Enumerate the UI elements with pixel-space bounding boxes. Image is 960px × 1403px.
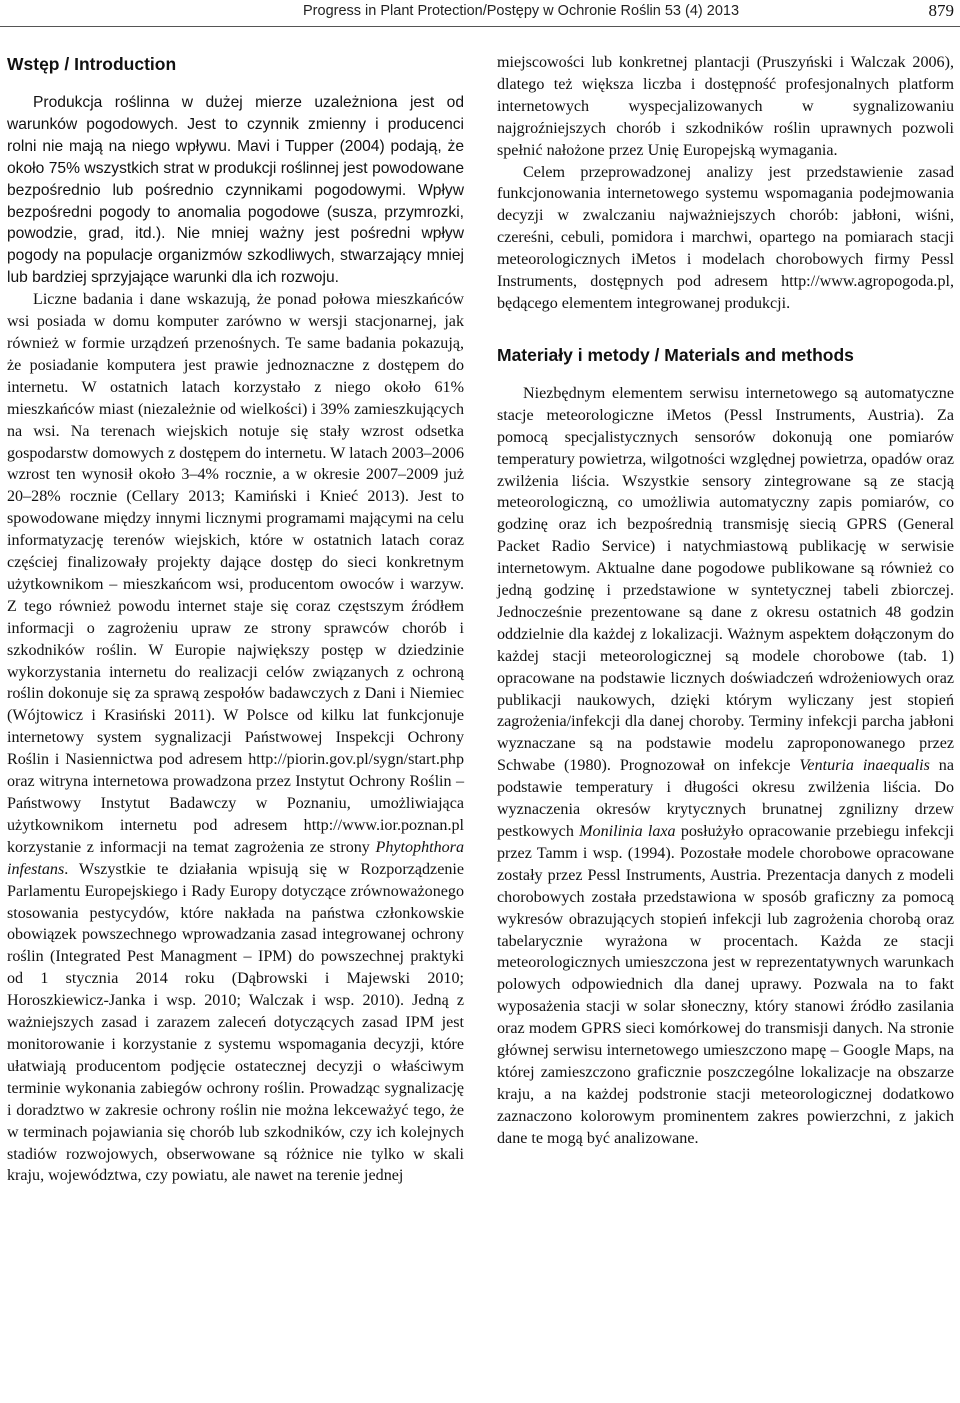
paragraph-methods bbox=[497, 383, 954, 1150]
species-name: Monilinia laxa bbox=[579, 823, 676, 840]
section-heading-introduction: Wstęp / Introduction bbox=[7, 54, 177, 74]
section-heading-methods: Materiały i metody / Materials and methods bbox=[497, 344, 854, 365]
paragraph-text: na podstawie temperatury i długości okresu zwilżenia liścia. Do wyznaczenia okresów krytycznych brunatnej zgnilizny drzew pestkowych bbox=[497, 757, 954, 840]
page-number: 879 bbox=[928, 1, 954, 20]
paragraph-text: posłużyło opracowanie przebiegu infekcji przez Tamm i wsp. (1994). Pozostałe modele chorobowe opracowane zostały przez Pessl Instruments, Austria. Prezentacja danych z modeli chorobowych została przedstawiona w sposób graficzny za pomocą wykresów obrazujących stopień infekcji lub zagrożenia chorobą oraz tabelarycznie wyrażona w procentach. Każda ze stacji meteorologicznych umieszczona jest w reprezentatywnych warunkach polowych odpowiednich dla danej uprawy. Pozwala na to fakt wyposażenia stacji w solar słoneczny, który stanowi źródło zasilania oraz modem GPRS sieci komórkowej do transmisji danych. Na stronie głównej serwisu internetowego umieszczono mapę – Google Maps, na której zamieszczono graficznie poszczególne lokalizacje na obszarze kraju, a na każdej podstronie stacji meteorologicznej dodatkowo zaznaczono kolorowym prominentem zakres powierzchni, z jakich dane te mogą być analizowane. bbox=[497, 823, 954, 1147]
paragraph-intro-1: Produkcja roślinna w dużej mierze uzależniona jest od warunków pogodowych. Jest to czynnik zmienny i producenci rolni nie mają na niego wpływu. Mavi i Tupper (2004) podają, że około 75% wszystkich strat w produkcji roślinnej jest powodowane bezpośrednio lub pośrednio czynnikami pogodowymi. Wpływ bezpośredni pogody to anomalia pogodowe (susza, przymrozki, powodzie, grad, itd.). Nie mniej ważny jest pośredni wpływ pogody na populacje organizmów szkodliwych, stwarzający mniej lub bardziej sprzyjające warunki dla ich rozwoju. bbox=[7, 94, 464, 287]
page-header bbox=[0, 0, 960, 26]
paragraph-text: . Wszystkie te działania wpisują się w Rozporządzenie Parlamentu Europejskiego i Rady Europy dotyczące zrównoważonego stosowania pestycydów, które nakłada na państwa członkowskie obowiązek powszechnego wprowadzania zasad integrowanej ochrony roślin (Integrated Pest Managment – IPM) do powszechnej praktyki od 1 stycznia 2014 roku (Dąbrowski i Majewski 2010; Horoszkiewicz-Janka i wsp. 2010; Walczak i wsp. 2010). Jedną z ważniejszych zasad i zarazem zaleceń dotyczących zasad IPM jest monitorowanie i korzystanie z systemu wspomagania decyzji, które ułatwiają producentom podjęcie ostatecznej decyzji o właściwym terminie wykonania zabiegów ochrony roślin. Prowadząc sygnalizację i doradztwo w zakresie ochrony roślin nie można lekceważyć tego, że w terminach pojawiania się chorób lub szkodników, czy ich kolejnych stadiów rozwojowych, obserwowane są różnice nie tylko w skali kraju, województwa, czy powiatu, ale nawet na terenie jednej bbox=[7, 860, 464, 1185]
journal-title: Progress in Plant Protection/Postępy w Ochronie Roślin 53 (4) 2013 bbox=[303, 3, 740, 19]
species-name: Phytophthora infestans bbox=[7, 838, 464, 878]
species-name: Venturia inaequalis bbox=[799, 757, 930, 775]
paragraph-text: Niezbędnym elementem serwisu internetowego są automatyczne stacje meteorologiczne iMetos (Pessl Instruments, Austria). Za pomocą specjalistycznych sensorów dokonują one pomiarów temperatury powietrza, wilgotności względnej powietrza, opadów oraz zwilżenia liścia. Wszystkie sensory zintegrowane są ze stacją meteorologiczną, co umożliwia automatyczny zapis pomiarów, co godzinę oraz ich bezpośrednią transmisję siecią GPRS (General Packet Radio Service) i natychmiastową publikację w serwisie internetowym. Aktualne dane pogodowe publikowane są również co jedną godzinę i przedstawione w syntetycznej tabeli zbiorczej. Jednocześnie prezentowane są dane z okresu ostatnich 48 godzin oddzielnie dla każdej z lokalizacji. Ważnym aspektem dołączonym do każdej stacji meteorologicznej są modele chorobowe (tab. 1) opracowane na podstawie licznych doświadczeń wdrożeniowych oraz publikacji naukowych, dzięki którym wyliczany jest stopień zagrożenia/infekcji dla danej choroby. Terminy infekcji parcha jabłoni wyznaczane są na podstawie modelu zaproponowanego przez Schwabe (1980). Prognozował on infekcje bbox=[497, 384, 954, 775]
paragraph-text: Liczne badania i dane wskazują, że ponad połowa mieszkańców wsi posiada w domu komputer zarówno w wersji stacjonarnej, jak również w formie urządzeń przenośnych. Te same badania pokazują, że posiadanie komputera jest prawie jednoznaczne z dostępem do internetu. W ostatnich latach korzystało z niego około 61% mieszkańców miast (niezależnie od wielkości) i 39% zamieszkujących na wsi. Na terenach wiejskich notuje się stały wzrost odsetka gospodarstw domowych z dostępem do internetu. W latach 2003–2006 wzrost ten wynosił około 3–4% rocznie, a w okresie 2007–2009 już 20–28% rocznie (Cellary 2013; Kamiński i Knieć 2013). Jest to spowodowane między innymi licznymi programami mającymi na celu informatyzację terenów wiejskich, które w ostatnich latach coraz częściej finalizowały projekty dające dostęp do sieci konkretnym użytkownikom – mieszkańcom wsi, producentom owoców i warzyw. Z tego również powodu internet staje się coraz częstszym źródłem informacji o zagrożeniu upraw ze strony sprawców chorób i szkodników roślin. W Europie największy postęp w dziedzinie wykorzystania internetu do realizacji celów związanych z ochroną roślin dokonuje się za sprawą zespołów badawczych z Dani i Niemiec (Wójtowicz i Krasiński 2011). W Polsce od kilku lat funkcjonuje internetowy system sygnalizacji Państwowej Inspekcji Ochrony Roślin i Nasiennictwa pod adresem http://piorin.gov.pl/sygn/start.php oraz witryna internetowa prowadzona przez Instytut Ochrony Roślin – Państwowy Instytut Badawczy w Poznaniu, umożliwiająca użytkownikom internetu pod adresem http://www.ior.poznan.pl korzystanie z informacji na temat zagrożenia ze strony bbox=[7, 291, 464, 856]
left-column bbox=[7, 52, 464, 1187]
paragraph-aim: Celem przeprowadzonej analizy jest przedstawienie zasad funkcjonowania internetowego systemu wspomagania podejmowania decyzji w zwalczaniu najważniejszych chorób: jabłoni, wiśni, czereśni, cebuli, pomidora i marchwi, opartego na pomiarach stacji meteorologicznych iMetos i modelach chorobowych firmy Pessl Instruments, dostępnych pod adresem http://www.agropogoda.pl, będącego elementem integrowanej produkcji. bbox=[497, 163, 954, 312]
header-rule bbox=[0, 26, 960, 27]
paragraph-intro-2 bbox=[7, 289, 464, 1187]
right-column bbox=[497, 52, 954, 1150]
paragraph-continued: miejscowości lub konkretnej plantacji (Pruszyński i Walczak 2006), dlatego też większa liczba i dostępność profesjonalnych platform internetowych wyspecjalizowanych w sygnalizowaniu najgroźniejszych chorób i szkodników roślin uprawnych pozwoli spełnić nałożone przez Unię Europejską wymagania. bbox=[497, 54, 954, 159]
